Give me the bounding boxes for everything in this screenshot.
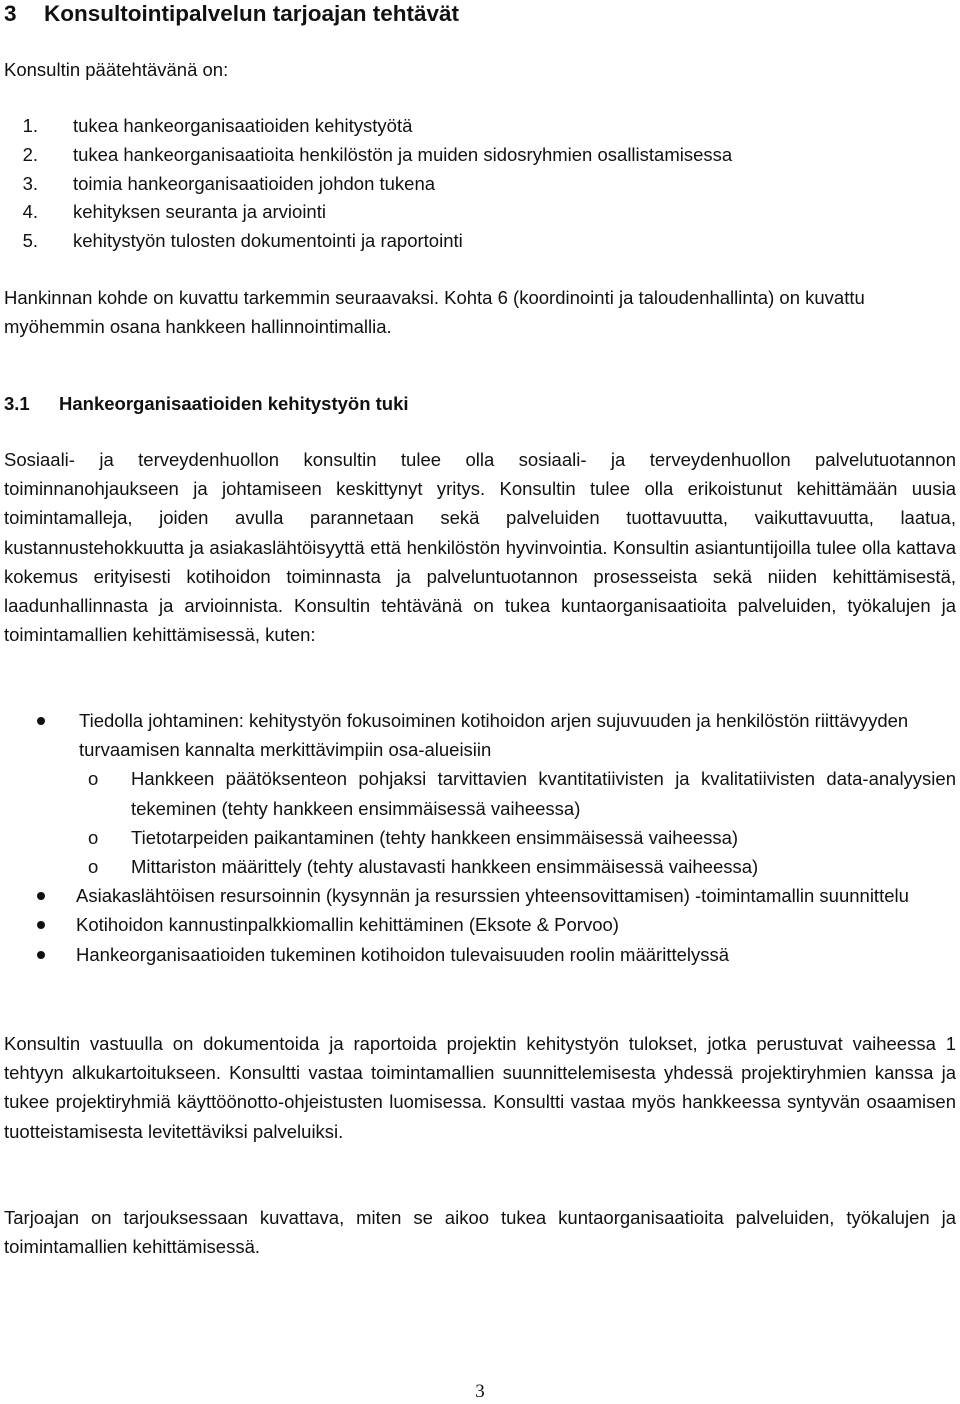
bullet-dot-icon xyxy=(37,921,45,929)
bullet-item xyxy=(4,910,956,939)
bullet-text: Tiedolla johtaminen: kehitystyön fokusoiminen kotihoidon arjen sujuvuuden ja henkilöstön riittävyyden turvaamisen kannalta merkittävimpiin osa-alueisiin xyxy=(79,710,909,761)
task-text: tukea hankeorganisaatioita henkilöstön ja muiden sidosryhmien osallistamisessa xyxy=(73,143,733,165)
task-item xyxy=(4,141,732,170)
bullet-dot-icon xyxy=(37,951,45,959)
task-text: tukea hankeorganisaatioiden kehitystyötä xyxy=(73,115,413,136)
bullet-text: Hankeorganisaatioiden tukeminen kotihoidon tulevaisuuden roolin määrittelyssä xyxy=(76,943,730,965)
section-number: 3 xyxy=(4,1,17,26)
scope-paragraph: Hankinnan kohde on kuvattu tarkemmin seuraavaksi. Kohta 6 (koordinointi ja taloudenhallinta) on kuvattu myöhemmin osana hankkeen hallinnointimallia. xyxy=(4,287,865,337)
sub-text: Tietotarpeiden paikantaminen (tehty hankkeen ensimmäisessä vaiheessa) xyxy=(131,826,739,848)
task-number: 3. xyxy=(22,172,38,194)
sub-item xyxy=(78,852,956,881)
subsection-heading xyxy=(4,389,409,418)
bullet-item xyxy=(4,940,956,969)
sub-item xyxy=(78,823,956,852)
sub-text: Mittariston määrittely (tehty alustavasti hankkeen ensimmäisessä vaiheessa) xyxy=(131,856,759,878)
support-paragraph: Sosiaali- ja terveydenhuollon konsultin tulee olla sosiaali- ja terveydenhuollon palvelutuotannon toiminnanohjaukseen ja johtamiseen keskittynyt yritys. Konsultin tulee olla erikoistunut kehittämään uusia toimintamalleja, joiden avulla parannetaan sekä palveluiden tuottavuutta, vaikuttavuutta, laatua, kustannustehokkuutta ja asiakaslähtöisyyttä että henkilöstön hyvinvointia. Konsultin asiantuntijoilla tulee olla kattava kokemus erityisesti kotihoidon toiminnasta ja palveluntuotannon prosesseista sekä niiden kehittämisestä, laadunhallinnasta ja arvioinnista. Konsultin tehtävänä on tukea kuntaorganisaatioita palveluiden, työkalujen ja toimintamallien kehittämisessä, kuten: xyxy=(4,449,956,646)
section-heading xyxy=(4,0,459,28)
sub-marker: o xyxy=(88,856,99,878)
section-title: Konsultointipalvelun tarjoajan tehtävät xyxy=(44,1,460,26)
task-number: 1. xyxy=(22,115,38,136)
bullet-dot-icon xyxy=(37,892,45,900)
task-item xyxy=(4,112,732,141)
sub-marker: o xyxy=(88,768,99,790)
bullet-item xyxy=(4,881,956,910)
bullet-dot-icon xyxy=(37,717,45,725)
task-number: 4. xyxy=(22,201,38,223)
task-item xyxy=(4,198,732,227)
offer-paragraph: Tarjoajan on tarjouksessaan kuvattava, miten se aikoo tukea kuntaorganisaatioita palveluiden, työkalujen ja toimintamallien kehittämisessä. xyxy=(4,1207,956,1258)
sub-list xyxy=(79,764,956,881)
intro-text: Konsultin päätehtävänä on: xyxy=(4,59,229,80)
task-item xyxy=(4,170,732,199)
sub-item xyxy=(78,764,956,822)
subsection-number: 3.1 xyxy=(4,393,30,414)
task-number: 5. xyxy=(22,230,38,252)
sub-marker: o xyxy=(88,826,99,848)
bullet-text: Kotihoidon kannustinpalkkiomallin kehittäminen (Eksote & Porvoo) xyxy=(76,914,619,936)
responsibility-paragraph: Konsultin vastuulla on dokumentoida ja raportoida projektin kehitystyön tulokset, jotka perustuvat vaiheessa 1 tehtyyn alkukartoitukseen. Konsultti vastaa toimintamallien suunnittelemisesta yhdessä projektiryhmien kanssa ja tukee projektiryhmiä käyttöönotto-ohjeistusten luomisessa. Konsultti vastaa myös hankkeessa syntyvän osaamisen tuotteistamisesta levitettäviksi palveluiksi. xyxy=(4,1033,956,1142)
bullet-list xyxy=(4,706,956,969)
bullet-item xyxy=(4,706,956,881)
task-text: kehitystyön tulosten dokumentointi ja raportointi xyxy=(73,230,463,252)
subsection-title: Hankeorganisaatioiden kehitystyön tuki xyxy=(59,393,409,414)
task-text: toimia hankeorganisaatioiden johdon tukena xyxy=(73,172,436,194)
task-item xyxy=(4,227,732,256)
task-list xyxy=(4,112,732,256)
bullet-text: Asiakaslähtöisen resursoinnin (kysynnän ja resurssien yhteensovittamisen) -toimintamallin suunnittelu xyxy=(76,885,909,907)
task-text: kehityksen seuranta ja arviointi xyxy=(73,201,326,223)
task-number: 2. xyxy=(22,143,38,165)
sub-text: Hankkeen päätöksenteon pohjaksi tarvittavien kvantitatiivisten ja kvalitatiivisten data-analyysien tekeminen (tehty hankkeen ensimmäisessä vaiheessa) xyxy=(131,768,956,819)
page-number: 3 xyxy=(475,1381,485,1402)
